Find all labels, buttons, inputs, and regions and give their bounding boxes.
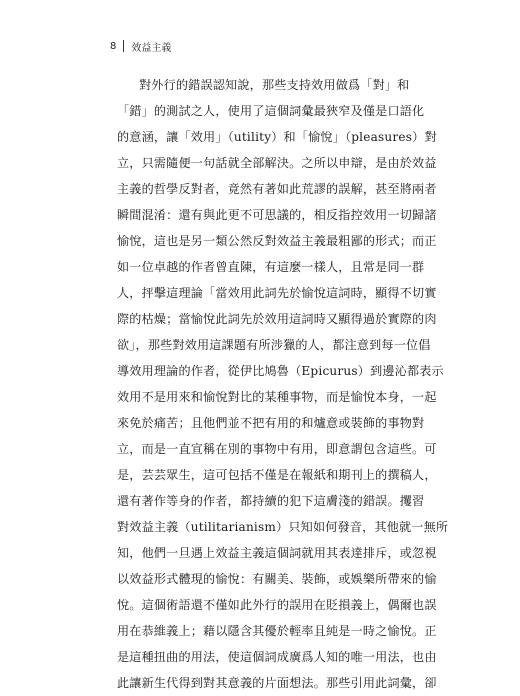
text-line: 此讓新生代得到對其意義的片面想法。那些引用此詞彙，卻 <box>117 676 437 690</box>
page-body <box>117 72 449 696</box>
text-line: 主義的哲學反對者，竟然有著如此荒謬的誤解，甚至將兩者 <box>117 182 437 196</box>
text-line: 人，抨擊這理論「當效用此詞先於愉悅這詞時，顯得不切實 <box>117 286 437 300</box>
text-line: 是，芸芸眾生，這可包括不僅是在報紙和期刊上的撰稿人， <box>117 468 437 482</box>
text-line: 效用不是用來和愉悅對比的某種事物，而是愉悅本身，一起 <box>117 390 437 404</box>
page-header <box>110 38 171 54</box>
text-line: 愉悅，這也是另一類公然反對效益主義最粗鄙的形式；而正 <box>117 234 437 248</box>
text-line: 際的枯燥；當愉悅此詞先於效用這詞時又顯得過於實際的肉 <box>117 312 437 326</box>
text-line: 導效用理論的作者，從伊比鳩魯（Epicurus）到邊沁都表示 <box>117 364 444 378</box>
header-divider <box>123 40 124 52</box>
text-line: 還有著作等身的作者，都持續的犯下這膚淺的錯誤。攫習 <box>117 494 425 508</box>
text-line: 的意涵，讓「效用」（utility）和「愉悅」（pleasures）對 <box>117 130 437 144</box>
text-line: 立，只需隨便一句話就全部解決。之所以申辯，是由於效益 <box>117 156 437 170</box>
text-line: 瞬間混淆：還有與此更不可思議的，相反指控效用一切歸諸 <box>117 208 437 222</box>
text-line: 「錯」的測試之人，使用了這個詞彙最狹窄及僅是口語化 <box>117 104 425 118</box>
text-line: 悅。這個術語還不僅如此外行的誤用在貶損義上，偶爾也誤 <box>117 598 437 612</box>
text-line: 知，他們一旦遇上效益主義這個詞就用其表達排斥，或忽視 <box>117 546 437 560</box>
text-line: 對效益主義（utilitarianism）只知如何發音，其他就一無所 <box>117 520 449 534</box>
text-line: 是這種扭曲的用法，使這個詞成廣爲人知的唯一用法，也由 <box>117 650 437 664</box>
book-title: 效益主義 <box>131 42 172 54</box>
text-line: 以效益形式體現的愉悅：有關美、裝飾，或娛樂所帶來的愉 <box>117 572 437 586</box>
text-line: 來免於痛苦；且他們並不把有用的和爐意或裝飾的事物對 <box>117 416 425 430</box>
text-line: 如一位卓越的作者曾直陳，有這麼一樣人，且常是同一群 <box>117 260 425 274</box>
text-line: 欲」，那些對效用這課題有所涉獵的人，都注意到每一位倡 <box>117 338 431 352</box>
page-number: 8 <box>110 40 117 52</box>
text-line: 立，而是一直宣稱在別的事物中有用，即意謂包含這些。可 <box>117 442 437 456</box>
text-line: 對外行的錯誤認知說，那些支持效用做爲「對」和 <box>139 78 410 92</box>
text-line: 用在恭維義上；藉以隱含其優於輕率且純是一時之愉悅。正 <box>117 624 437 638</box>
